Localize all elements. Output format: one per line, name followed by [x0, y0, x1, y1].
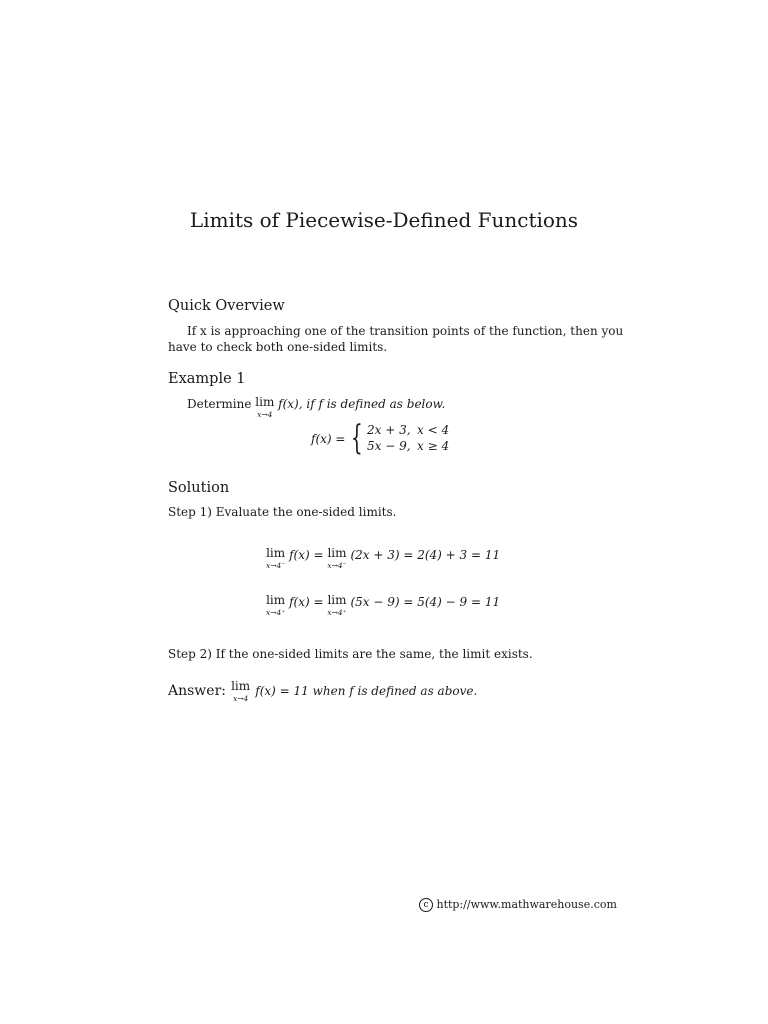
solution-step-2: Step 2) If the one-sided limits are the same, the limit exists. — [168, 647, 533, 661]
eq1-lim-right-text: lim — [327, 546, 347, 560]
answer-lim-text: lim — [231, 679, 251, 693]
answer-line — [168, 680, 477, 703]
case-2-cond: x ≥ 4 — [417, 439, 450, 453]
example-prompt-post: f(x), if f is defined as below. — [278, 397, 446, 411]
solution-step-1: Step 1) Evaluate the one-sided limits. — [168, 505, 397, 519]
eq1-fx: f(x) = — [289, 548, 324, 562]
eq2-lim-left-sub: x→4⁺ — [266, 608, 286, 617]
eq2-lim-left — [266, 594, 285, 617]
footer-url: http://www.mathwarehouse.com — [436, 898, 617, 911]
answer-text: f(x) = 11 when f is defined as above. — [255, 684, 478, 698]
example-prompt-pre: Determine — [187, 397, 252, 411]
eq2-lim-right-text: lim — [327, 593, 347, 607]
eq1-lim-left-sub: x→4⁻ — [266, 561, 286, 570]
example-lim-text: lim — [255, 395, 275, 409]
eq1-lim-right — [327, 547, 346, 570]
answer-label: Answer: — [168, 683, 226, 699]
eq1-lim-left — [266, 547, 285, 570]
overview-line-1: If x is approaching one of the transition points of the function, then you — [187, 324, 624, 338]
eq1-lim-left-text: lim — [266, 546, 286, 560]
example-prompt — [187, 396, 445, 419]
eq2-lim-left-text: lim — [266, 593, 286, 607]
eq2-lim-right — [327, 594, 346, 617]
solution-heading: Solution — [168, 480, 230, 496]
eq2-fx: f(x) = — [289, 595, 324, 609]
case-2-expr: 5x − 9, — [367, 439, 411, 453]
footer-copyright — [419, 898, 617, 912]
answer-limit — [231, 680, 250, 703]
eq2-lim-right-sub: x→4⁺ — [327, 608, 347, 617]
overview-line-2: have to check both one-sided limits. — [168, 340, 388, 354]
eq1-rhs: (2x + 3) = 2(4) + 3 = 11 — [350, 548, 501, 562]
page-title: Limits of Piecewise-Defined Functions — [189, 208, 579, 232]
example-lim-sub: x→4 — [257, 410, 273, 419]
answer-lim-sub: x→4 — [232, 694, 249, 703]
piecewise-fx-label: f(x) = — [311, 432, 346, 446]
example-limit — [255, 396, 274, 419]
equation-right-limit — [266, 594, 500, 617]
case-1-cond: x < 4 — [417, 423, 450, 437]
eq1-lim-right-sub: x→4⁻ — [327, 561, 347, 570]
example-heading: Example 1 — [168, 371, 246, 387]
case-1-expr: 2x + 3, — [367, 423, 411, 437]
equation-left-limit — [266, 547, 500, 570]
eq2-rhs: (5x − 9) = 5(4) − 9 = 11 — [350, 595, 501, 609]
piecewise-brace: { — [350, 418, 363, 458]
copyright-icon: c — [419, 898, 433, 912]
overview-heading: Quick Overview — [168, 298, 285, 314]
